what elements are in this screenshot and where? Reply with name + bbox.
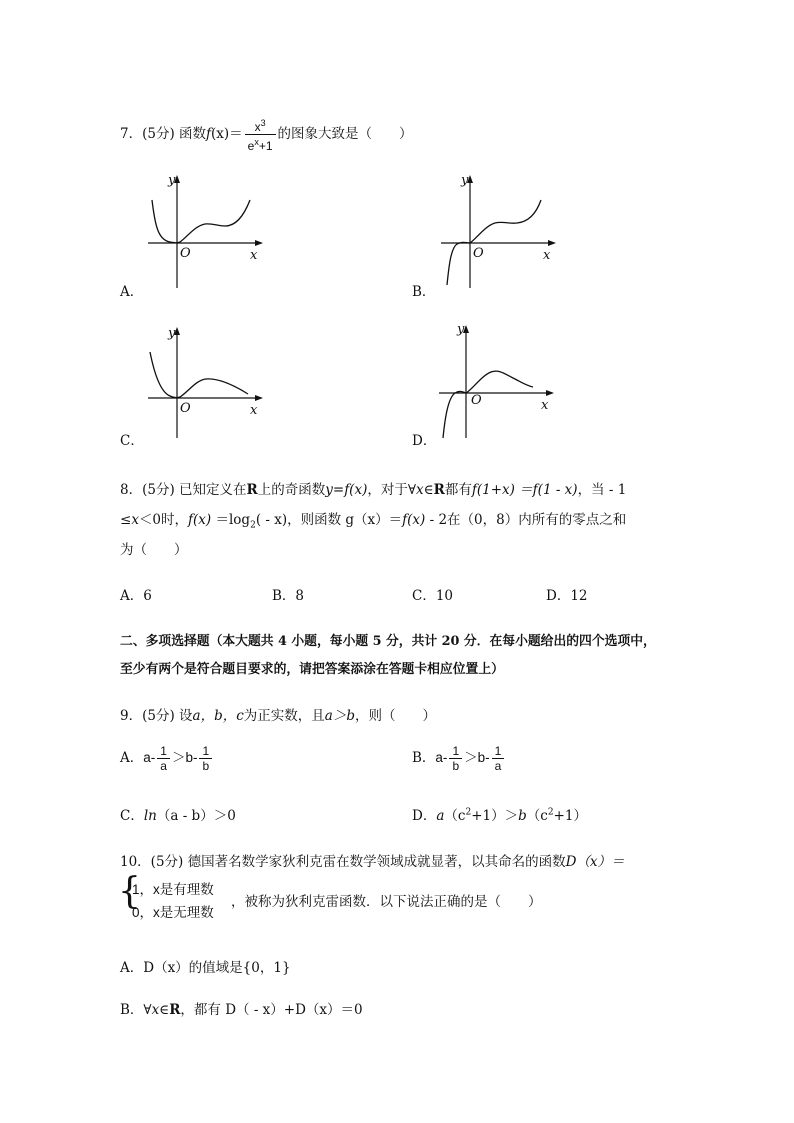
q9-option-d[interactable] (412, 804, 587, 824)
q9-stem-a: 9．(5分) 设 (120, 708, 193, 724)
q8-line3: 为（ ） (120, 542, 188, 558)
q9-a-f2d: b (199, 758, 212, 773)
q7-a-origin: O (180, 246, 191, 261)
q10-a-text: D（x）的值域是{0，1} (143, 960, 291, 976)
q9-a-mid: ＞b- (171, 750, 198, 765)
q7-c-origin: O (180, 401, 191, 416)
q7-eq: ＝ (229, 126, 243, 142)
q7-graph-a (140, 170, 270, 295)
q9-option-a[interactable] (120, 744, 214, 773)
q8-l1e: ，当 - 1 (577, 482, 627, 498)
q7-graph-d (433, 320, 563, 442)
q7-d-y-label: y (457, 322, 465, 337)
q7-den-base: e (247, 139, 255, 153)
q9-c-label: C． (120, 808, 144, 824)
q9-a-frac2 (199, 744, 212, 773)
q10-line1 (120, 850, 625, 870)
q9-vars: a，b，c (192, 708, 244, 724)
q8-relation: f(1+x) ＝f(1 - x) (471, 482, 578, 498)
q8-set-r: R (246, 482, 258, 498)
q8-option-c[interactable]: C．10 (412, 588, 454, 604)
q7-option-d[interactable]: D． (412, 433, 437, 449)
q10-brace: { (118, 871, 141, 912)
q7-num-base: x (254, 120, 261, 134)
q9-b-f1n: 1 (452, 744, 460, 758)
q10-b-set-r: R (169, 1002, 181, 1018)
q8-l1c: ，对于 (367, 482, 408, 498)
section2-line1: 二、多项选择题（本大题共 4 小题，每小题 5 分，共计 20 分．在每小题给出的四个选项中， (120, 634, 656, 649)
q9-d-p1: （c (444, 808, 466, 824)
q9-a-a: a- (143, 750, 156, 765)
q9-a-label: A． (120, 750, 144, 766)
q9-b-f2d: a (492, 758, 505, 773)
q7-a-y-label: y (168, 173, 176, 188)
q7-prefix: 7．(5分) 函数 (120, 126, 207, 142)
q9-a-f1n: 1 (160, 744, 167, 758)
q7-graph-c (140, 322, 270, 442)
q7-stem (120, 116, 413, 153)
q9-b-frac1 (449, 744, 462, 773)
q8-l2f: f(x) (188, 512, 212, 528)
q9-option-b[interactable] (412, 744, 506, 773)
q8-option-b[interactable]: B．8 (272, 588, 305, 604)
q9-c-rest: （a - b）＞0 (156, 808, 236, 824)
q8-l2b: ＜0时， (138, 512, 189, 528)
q9-d-a: a (436, 808, 445, 824)
q7-num-exp: 3 (260, 118, 266, 128)
q8-forall: ∀x∈ (407, 482, 434, 498)
q9-a-frac1 (157, 744, 170, 773)
q10-a-label: A． (120, 960, 144, 976)
q8-l2e: - 2在（0，8）内所有的零点之和 (425, 512, 627, 528)
q8-l1d: 都有 (444, 482, 472, 498)
q7-b-origin: O (473, 246, 484, 261)
q9-stem-c: ，则（ ） (354, 708, 436, 724)
q7-graph-b (433, 170, 563, 295)
q7-d-x-label: x (541, 398, 549, 413)
q7-f: f (206, 126, 212, 142)
q10-dx: D（x）＝ (565, 854, 625, 870)
q7-b-y-label: y (461, 173, 469, 188)
q10-after: ，被称为狄利克雷函数．以下说法正确的是（ ） (231, 894, 542, 910)
q7-den-exp: x (254, 137, 259, 147)
q10-option-b[interactable] (120, 998, 363, 1018)
q8-l2a: ≤ (120, 512, 132, 528)
q10-option-a[interactable] (120, 956, 291, 976)
q8-option-d[interactable]: D．12 (546, 588, 588, 604)
q9-b-label: B． (412, 750, 436, 766)
q10-b-rest: ，都有 D（ - x）+D（x）＝0 (180, 1002, 363, 1018)
q8-line1 (120, 478, 626, 498)
q8-log-base: 2 (250, 520, 256, 531)
q9-d-p3: （c (526, 808, 548, 824)
q10-b-forall: ∀x∈ (143, 1002, 170, 1018)
q9-a-f1d: a (157, 758, 170, 773)
q8-l1b: 上的奇函数 (257, 482, 326, 498)
q9-option-c[interactable] (120, 804, 236, 824)
q7-option-a[interactable]: A． (120, 284, 144, 300)
q8-l2f2: f(x) (402, 512, 426, 528)
q9-d-s1: 2 (465, 807, 472, 818)
q9-b-mid: ＞b- (464, 750, 490, 765)
q9-b-a: a- (435, 750, 448, 765)
q9-d-label: D． (412, 808, 437, 824)
q7-c-y-label: y (168, 326, 176, 341)
q10-line1-text: 10．(5分) 德国著名数学家狄利克雷在数学领域成就显著，以其命名的函数 (120, 854, 566, 870)
q8-option-a[interactable]: A．6 (120, 588, 152, 604)
q9-c-ln: ln (143, 808, 157, 824)
q7-den-plus: +1 (258, 139, 273, 153)
q7-b-x-label: x (543, 248, 551, 263)
q9-d-b: b (518, 808, 527, 824)
q9-cond: a＞b (324, 708, 355, 724)
q9-stem (120, 704, 436, 724)
q9-b-frac2 (492, 744, 505, 773)
section2-line2: 至少有两个是符合题目要求的，请把答案添涂在答题卡相应位置上） (120, 662, 504, 677)
q8-set-r2: R (433, 482, 445, 498)
q9-a-f2n: 1 (202, 744, 210, 758)
q7-d-origin: O (471, 393, 482, 408)
q7-fx: (x) (211, 126, 230, 142)
q9-d-p4: +1） (553, 808, 587, 824)
q9-d-p2: +1）＞ (471, 808, 519, 824)
q9-stem-b: 为正实数，且 (243, 708, 325, 724)
q10-case1: 1，x是有理数 (132, 882, 214, 897)
q9-b-f2n: 1 (494, 744, 502, 758)
q8-l2c: ＝log (211, 512, 251, 528)
q8-l2x: x (131, 512, 139, 528)
q9-b-f1d: b (449, 758, 462, 773)
q8-yfx: y=f(x) (325, 482, 368, 498)
q8-line2 (120, 508, 626, 531)
q7-option-b[interactable]: B． (412, 284, 436, 300)
q8-l1a: 8．(5分) 已知定义在 (120, 482, 247, 498)
q7-suffix: 的图象大致是（ ） (277, 126, 413, 142)
q7-a-x-label: x (250, 248, 258, 263)
q9-d-s2: 2 (547, 807, 554, 818)
q10-b-label: B． (120, 1002, 144, 1018)
q8-l2d: ( - x)，则函数 g（x）＝ (255, 512, 403, 528)
q7-fraction (245, 116, 276, 153)
q7-c-x-label: x (250, 403, 258, 418)
q10-case2: 0，x是无理数 (132, 905, 214, 920)
q7-option-c[interactable]: C． (120, 433, 144, 449)
